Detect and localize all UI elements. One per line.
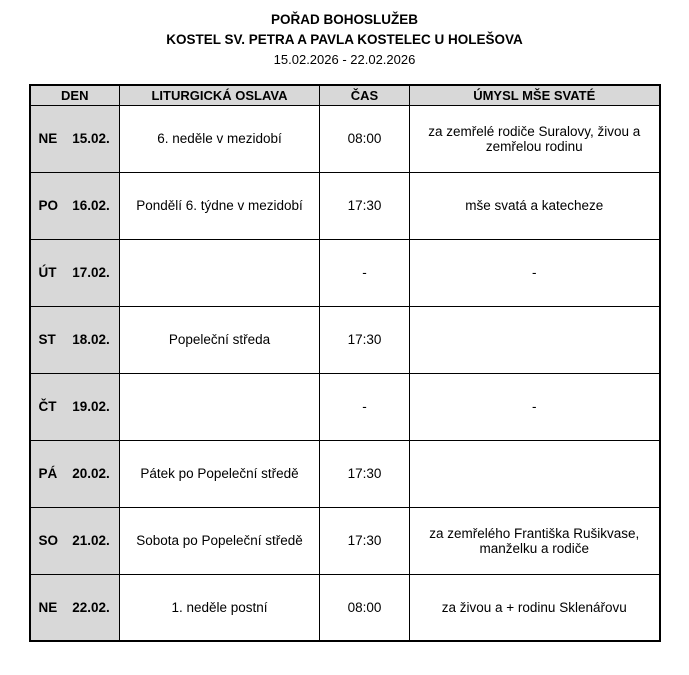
day-cell [30,440,120,507]
intention-cell [410,440,660,507]
page-header [0,10,689,70]
time-cell: - [320,239,410,306]
column-header-liturgicka-oslava: LITURGICKÁ OSLAVA [120,85,320,106]
column-header-den: DEN [30,85,120,106]
day-cell [30,239,120,306]
time-cell: 17:30 [320,172,410,239]
column-header-umysl: ÚMYSL MŠE SVATÉ [410,85,660,106]
day-abbr: ÚT [38,265,57,281]
time-cell: - [320,373,410,440]
day-abbr: PO [38,198,59,214]
celebration-cell [120,373,320,440]
day-cell [30,507,120,574]
day-abbr: NE [38,131,58,147]
day-abbr: ČT [38,399,57,415]
table-row [30,507,660,574]
table-row [30,574,660,641]
date-range: 15.02.2026 - 22.02.2026 [273,52,416,68]
page-title: POŘAD BOHOSLUŽEB [270,12,418,27]
time-cell: 08:00 [320,105,410,172]
celebration-cell: Pátek po Popeleční středě [120,440,320,507]
intention-cell: za zemřelého Františka Rušikvase, manželku a rodiče [410,507,660,574]
table-row [30,306,660,373]
day-date: 19.02. [72,399,110,415]
day-cell [30,306,120,373]
day-abbr: SO [38,533,59,549]
day-cell [30,574,120,641]
table-row [30,172,660,239]
intention-cell: za zemřelé rodiče Suralovy, živou a zemřelou rodinu [410,105,660,172]
celebration-cell: Popeleční středa [120,306,320,373]
day-cell [30,373,120,440]
column-header-cas: ČAS [320,85,410,106]
day-cell [30,105,120,172]
day-date: 18.02. [72,332,110,348]
celebration-cell [120,239,320,306]
day-date: 22.02. [72,600,110,616]
intention-cell [410,306,660,373]
celebration-cell: 1. neděle postní [120,574,320,641]
time-cell: 17:30 [320,440,410,507]
intention-cell: za živou a + rodinu Sklenářovu [410,574,660,641]
day-date: 21.02. [72,533,110,549]
day-date: 16.02. [72,198,110,214]
table-row [30,105,660,172]
day-abbr: ST [38,332,56,348]
intention-cell: - [410,239,660,306]
table-row [30,373,660,440]
celebration-cell: 6. neděle v mezidobí [120,105,320,172]
table-row [30,239,660,306]
day-cell [30,172,120,239]
day-date: 17.02. [72,265,110,281]
day-date: 15.02. [72,131,110,147]
day-abbr: PÁ [38,466,58,482]
celebration-cell: Sobota po Popeleční středě [120,507,320,574]
table-header-row [30,85,660,106]
page-subtitle: KOSTEL SV. PETRA A PAVLA KOSTELEC U HOLEŠOVA [166,31,523,47]
time-cell: 08:00 [320,574,410,641]
schedule-table [29,84,661,643]
intention-cell: mše svatá a katecheze [410,172,660,239]
table-row [30,440,660,507]
time-cell: 17:30 [320,306,410,373]
intention-cell: - [410,373,660,440]
day-abbr: NE [38,600,58,616]
celebration-cell: Pondělí 6. týdne v mezidobí [120,172,320,239]
time-cell: 17:30 [320,507,410,574]
day-date: 20.02. [72,466,110,482]
